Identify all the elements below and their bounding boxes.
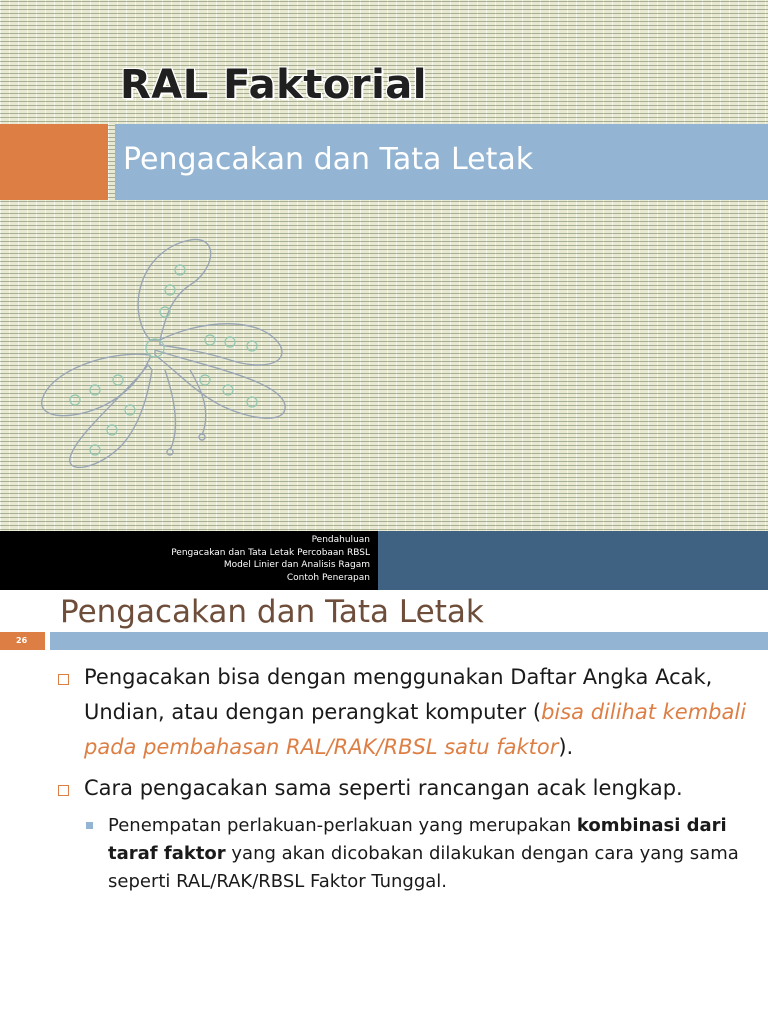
nav-item-pendahuluan[interactable]: Pendahuluan xyxy=(311,535,370,545)
hollow-square-bullet-icon xyxy=(58,674,69,685)
content-slide-title: Pengacakan dan Tata Letak xyxy=(60,594,484,630)
title-rule-bar xyxy=(50,632,768,650)
accent-block xyxy=(0,124,108,200)
bullet-text-end: ). xyxy=(558,735,574,759)
floral-swirl-icon xyxy=(30,230,310,490)
bullet-emphasis: bisa dilihat kembali pada pembahasan RAL/RAK/RBSL satu faktor xyxy=(84,700,747,759)
nav-item-model-linier[interactable]: Model Linier dan Analisis Ragam xyxy=(223,560,370,570)
sub-bullet-text: Penempatan perlakuan-perlakuan yang merupakan xyxy=(108,815,577,836)
sub-bullet-bold: kombinasi dari taraf faktor xyxy=(108,815,727,864)
bullet-item-cara xyxy=(58,771,758,806)
bullet-text: Pengacakan bisa dengan menggunakan Daftar Angka Acak, Undian, atau dengan perangkat komputer ( xyxy=(84,665,713,724)
bullet-text: Cara pengacakan sama seperti rancangan acak lengkap. xyxy=(84,776,683,800)
subtitle-bar xyxy=(115,124,768,200)
sub-bullet-item xyxy=(84,812,758,896)
slide-main-title: RAL Faktorial xyxy=(120,62,427,108)
slide-subtitle: Pengacakan dan Tata Letak xyxy=(123,141,534,177)
sub-bullet-text-end: yang akan dicobakan dilakukan dengan cara yang sama seperti RAL/RAK/RBSL Faktor Tunggal. xyxy=(108,843,739,892)
nav-item-contoh[interactable]: Contoh Penerapan xyxy=(286,572,370,583)
bullet-item-pengacakan xyxy=(58,660,758,765)
nav-item-pengacakan[interactable]: Pengacakan dan Tata Letak Percobaan RBSL xyxy=(171,547,370,558)
bullet-list xyxy=(58,660,758,896)
section-nav xyxy=(0,531,378,590)
nav-bar-fill xyxy=(378,531,768,590)
filled-square-bullet-icon xyxy=(86,822,93,829)
hollow-square-bullet-icon xyxy=(58,785,69,796)
page-number-badge: 26 xyxy=(0,632,45,650)
